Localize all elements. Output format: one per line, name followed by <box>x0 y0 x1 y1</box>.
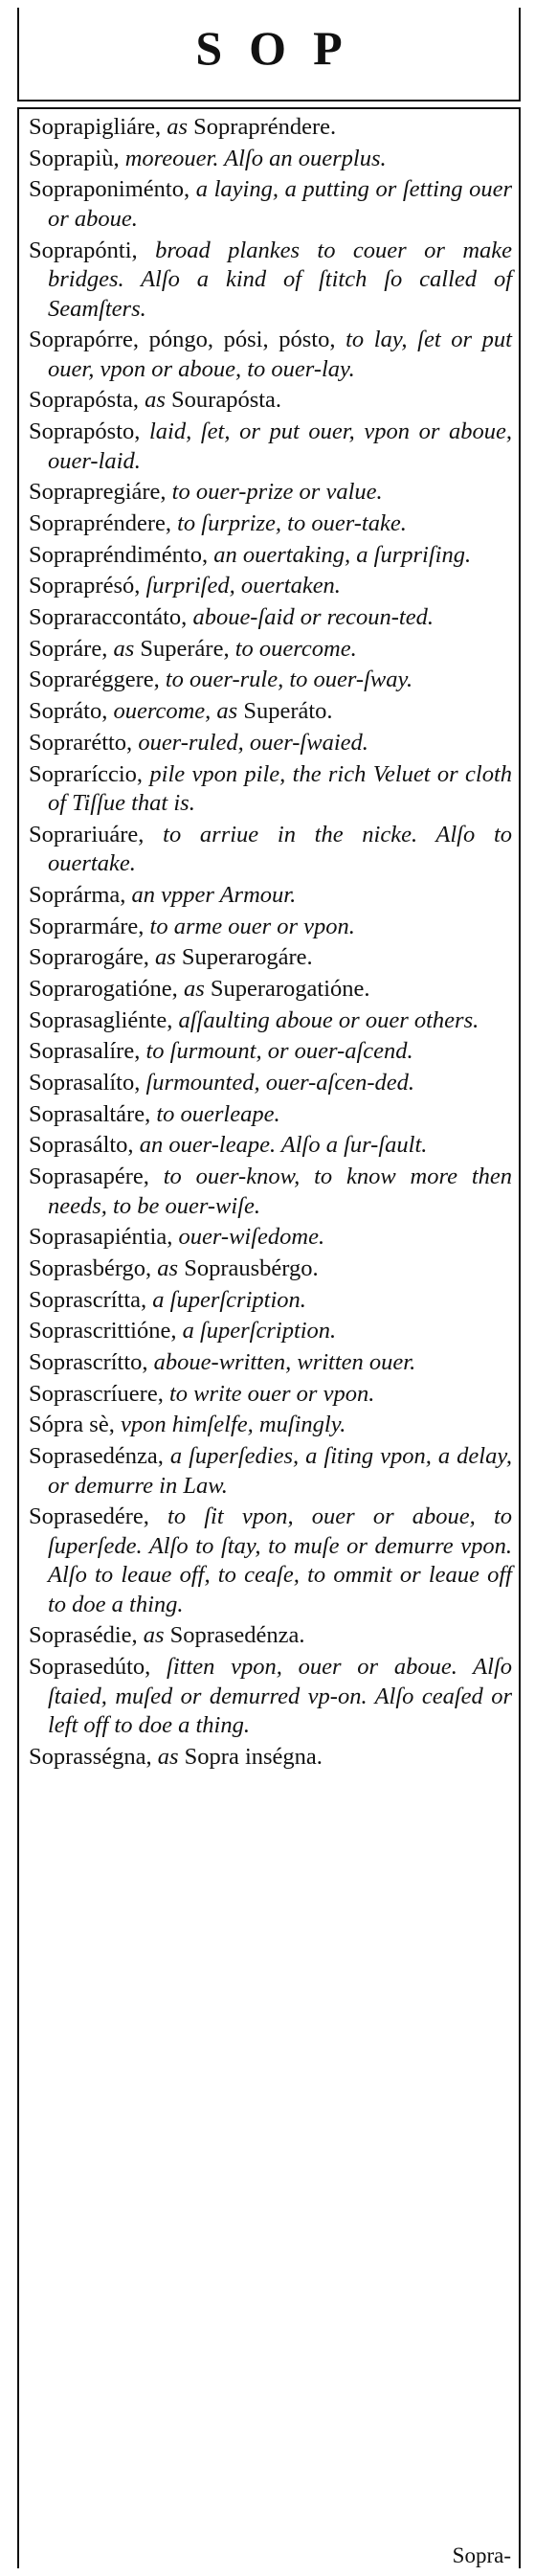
entry-headword: Soprasedére, <box>29 1503 149 1530</box>
dictionary-entry <box>29 1069 512 1098</box>
entry-headword: Soprapréndiménto, <box>29 541 209 568</box>
entry-definition: as <box>157 1743 179 1770</box>
entry-definition-extra: to ouercome. <box>234 635 357 662</box>
entry-cross-reference: Superáre, <box>134 635 235 662</box>
entry-definition: pile vpon pile, the rich Veluet or cloth of Tiſſue that is. <box>48 760 513 816</box>
dictionary-entry <box>29 1348 512 1378</box>
dictionary-entry <box>29 541 512 571</box>
entry-headword: Soprasalíre, <box>29 1038 141 1065</box>
dictionary-entry <box>29 418 512 476</box>
entry-cross-reference: Sourapósta. <box>165 387 282 414</box>
page-header <box>17 8 521 102</box>
entry-cross-reference: Soprausbérgo. <box>178 1254 319 1281</box>
dictionary-entry <box>29 1743 512 1773</box>
entry-definition: a ſuperſcription. <box>152 1286 306 1313</box>
dictionary-entry <box>29 666 512 695</box>
entry-definition: ouer-wiſedome. <box>178 1224 325 1251</box>
entry-definition: as <box>154 944 176 971</box>
entry-definition: a laying, a putting or ſetting ouer or aboue. <box>48 176 512 232</box>
dictionary-entry <box>29 237 512 325</box>
entry-cross-reference: Soprapréndere. <box>188 114 337 140</box>
dictionary-entry <box>29 943 512 973</box>
entry-headword: Soprapónti, <box>29 237 138 263</box>
entry-cross-reference: Sopra inségna. <box>178 1743 323 1770</box>
dictionary-entry <box>29 1006 512 1036</box>
entry-headword: Sopráre, <box>29 635 108 662</box>
entry-cross-reference: Superáto. <box>237 698 333 725</box>
entry-definition: as <box>167 114 189 140</box>
entry-headword: Soprárma, <box>29 881 126 908</box>
entry-headword: Soprasaltáre, <box>29 1100 151 1127</box>
entry-definition: broad plankes to couer or make bridges. Alſo a kind of ſtitch ſo called of Seamſters. <box>48 237 513 322</box>
entry-headword: Soprasédie, <box>29 1622 138 1649</box>
entry-headword: Sopraréggere, <box>29 667 160 693</box>
entry-definition: moreouer. Alſo an ouerplus. <box>124 145 387 171</box>
dictionary-entry <box>29 386 512 416</box>
entry-headword: Soprascríuere, <box>29 1380 164 1407</box>
entry-headword: Soprasapiéntia, <box>29 1224 173 1251</box>
dictionary-entry <box>29 729 512 758</box>
entry-definition: a ſuperſedies, a ſiting vpon, a delay, or demurre in Law. <box>48 1443 513 1499</box>
entry-headword: Soprapigliáre, <box>29 114 162 140</box>
entry-definition: an vpper Armour. <box>131 881 297 908</box>
dictionary-entry <box>29 913 512 942</box>
entry-definition: ſurmounted, ouer-aſcen-ded. <box>145 1070 415 1096</box>
entry-definition: an ouertaking, a ſurpriſing. <box>213 541 472 568</box>
dictionary-entry <box>29 1286 512 1316</box>
entry-definition: vpon himſelfe, muſingly. <box>120 1412 346 1438</box>
entry-headword: Soprariuáre, <box>29 821 145 847</box>
dictionary-entry <box>29 635 512 665</box>
dictionary-entry <box>29 821 512 879</box>
entry-headword: Soprapiù, <box>29 145 120 171</box>
dictionary-entry <box>29 1317 512 1346</box>
dictionary-entry <box>29 1621 512 1651</box>
dictionary-entry <box>29 1411 512 1440</box>
dictionary-entry <box>29 697 512 727</box>
entry-definition: to ſurprize, to ouer-take. <box>177 510 407 536</box>
entry-headword: Soprasagliénte, <box>29 1006 173 1033</box>
entry-definition: to ouer-know, to know more then needs, to be ouer-wiſe. <box>48 1164 513 1219</box>
page-title: SOP <box>195 21 369 75</box>
entry-definition: ouercome, as <box>113 698 238 725</box>
entry-definition: aboue-ſaid or recoun-ted. <box>192 604 434 631</box>
dictionary-entry <box>29 1223 512 1253</box>
entry-headword: Soprarétto, <box>29 729 133 756</box>
entry-list <box>29 113 512 1774</box>
entry-definition: ſitten vpon, ouer or aboue. Alſo ſtaied, muſed or demurred vp-on. Alſo ceaſed or left off to doe a thing. <box>48 1654 512 1739</box>
entry-headword: Soprascrítta, <box>29 1286 147 1313</box>
dictionary-entry <box>29 113 512 143</box>
dictionary-entry <box>29 760 512 819</box>
dictionary-entry <box>29 1100 512 1130</box>
entry-definition: aboue-written, written ouer. <box>153 1349 416 1375</box>
entry-headword: Soprarogáre, <box>29 944 149 971</box>
entry-headword: Sopraprésó, <box>29 573 141 599</box>
dictionary-page <box>17 8 524 2568</box>
entry-cross-reference: Superarogáre. <box>175 944 313 971</box>
entry-headword: Sópra sè, <box>29 1412 115 1438</box>
entry-definition: to lay, ſet or put ouer, vpon or aboue, to ouer-lay. <box>48 327 512 382</box>
entry-definition: to arme ouer or vpon. <box>149 913 355 939</box>
dictionary-entry <box>29 145 512 174</box>
entry-headword: Soprasedénza, <box>29 1443 164 1470</box>
entry-definition: ouer-ruled, ouer-ſwaied. <box>138 729 368 756</box>
entry-headword: Soprarogatióne, <box>29 975 178 1002</box>
dictionary-entry <box>29 975 512 1005</box>
dictionary-entry <box>29 175 512 234</box>
dictionary-entry <box>29 1653 512 1741</box>
dictionary-entry <box>29 1131 512 1161</box>
entry-definition: to arriue in the nicke. Alſo to ouertake. <box>48 821 512 877</box>
entry-headword: Sopráto, <box>29 698 108 725</box>
entry-definition: to ouer-rule, to ouer-ſway. <box>165 667 413 693</box>
entry-headword: Soprapósto, <box>29 418 141 445</box>
entry-definition: to ouer-prize or value. <box>171 479 383 506</box>
entry-headword: Soprasségna, <box>29 1743 152 1770</box>
catchword: Sopra- <box>452 2543 511 2567</box>
entry-definition: to ſit vpon, ouer or aboue, to ſuperſede. Alſo to ſtay, to muſe or demurre vpon. Alſo to leaue off, to ceaſe, to ommit or leaue off to doe a thing. <box>48 1503 512 1617</box>
entry-definition: as <box>183 975 205 1002</box>
entry-headword: Soprasálto, <box>29 1132 134 1159</box>
entry-headword: Soprapréndere, <box>29 510 171 536</box>
entry-headword: Soprapósta, <box>29 387 139 414</box>
entry-headword: Soprascrittióne, <box>29 1318 177 1344</box>
entry-headword: Soprasedúto, <box>29 1654 151 1681</box>
dictionary-entry <box>29 326 512 384</box>
entry-headword: Soprapregiáre, <box>29 479 167 506</box>
dictionary-entry <box>29 1503 512 1619</box>
entry-cross-reference: Superarogatióne. <box>204 975 370 1002</box>
entry-headword: Soprapórre, póngo, pósi, pósto, <box>29 327 336 353</box>
entry-column <box>17 107 521 2568</box>
dictionary-entry <box>29 1254 512 1284</box>
entry-definition: as <box>143 1622 165 1649</box>
entry-headword: Sopraríccio, <box>29 760 144 787</box>
entry-definition: a ſuperſcription. <box>182 1318 337 1344</box>
entry-definition: as <box>113 635 135 662</box>
entry-headword: Soprasbérgo, <box>29 1254 152 1281</box>
entry-definition: as <box>145 387 166 414</box>
entry-headword: Soprasalíto, <box>29 1070 141 1096</box>
dictionary-entry <box>29 1163 512 1221</box>
entry-headword: Soprascrítto, <box>29 1349 148 1375</box>
entry-definition: ſurpriſed, ouertaken. <box>145 573 341 599</box>
dictionary-entry <box>29 1037 512 1067</box>
entry-definition: to ouerleape. <box>156 1100 280 1127</box>
entry-headword: Soprasapére, <box>29 1164 149 1190</box>
dictionary-entry <box>29 478 512 508</box>
entry-definition: aſſaulting aboue or ouer others. <box>178 1006 479 1033</box>
entry-definition: to ſurmount, or ouer-aſcend. <box>145 1038 413 1065</box>
dictionary-entry <box>29 1442 512 1501</box>
dictionary-entry <box>29 509 512 539</box>
entry-definition: as <box>157 1254 179 1281</box>
entry-definition: laid, ſet, or put ouer, vpon or aboue, ouer-laid. <box>48 418 513 474</box>
entry-headword: Sopraraccontáto, <box>29 604 188 631</box>
dictionary-entry <box>29 603 512 633</box>
dictionary-entry <box>29 1380 512 1410</box>
dictionary-entry <box>29 572 512 601</box>
dictionary-entry <box>29 881 512 911</box>
entry-definition: an ouer-leape. Alſo a ſur-ſault. <box>139 1132 428 1159</box>
entry-cross-reference: Soprasedénza. <box>164 1622 305 1649</box>
entry-definition: to write ouer or vpon. <box>168 1380 375 1407</box>
entry-headword: Soprarmáre, <box>29 913 145 939</box>
entry-headword: Sopraponiménto, <box>29 176 190 203</box>
